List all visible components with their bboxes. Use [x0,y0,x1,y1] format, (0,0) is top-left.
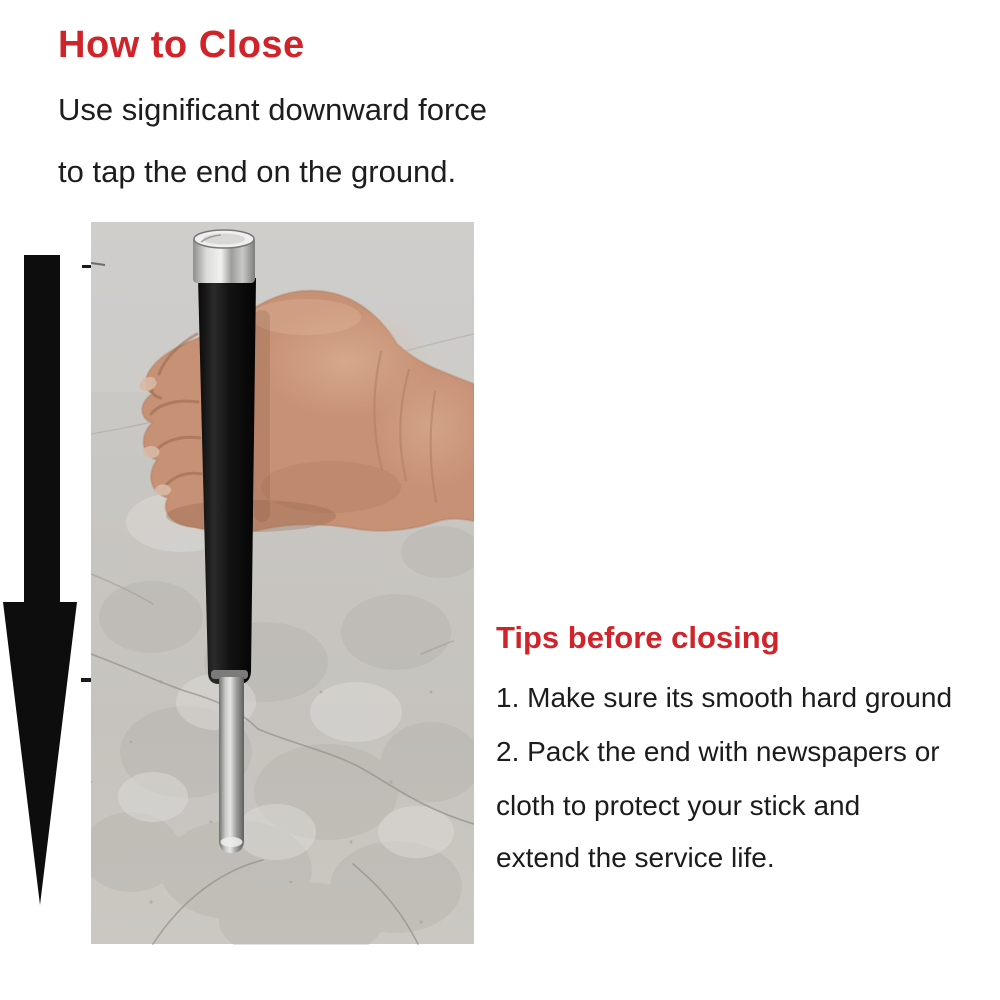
baton-metal-shaft [219,677,244,853]
how-to-close-line-2: to tap the end on the ground. [58,154,457,189]
tips-line-2: 2. Pack the end with newspapers or [496,736,940,767]
finger-nail [155,485,171,496]
downward-arrow-icon [0,253,80,908]
product-photo [91,221,474,945]
tips-line-1: 1. Make sure its smooth hard ground [496,682,953,713]
cap-top-inner [203,234,245,245]
finger-nail [143,446,160,458]
tips-line-4: extend the service life. [496,842,775,873]
product-photo-graphic [91,221,474,945]
tips-line-3: cloth to protect your stick and [496,790,861,821]
how-to-close-line-1: Use significant downward force [58,92,488,127]
tips-title: Tips before closing [496,620,780,655]
how-to-close-title: How to Close [58,24,305,66]
downward-arrow-shape [3,255,77,905]
shaft-tip-highlight [221,837,243,847]
